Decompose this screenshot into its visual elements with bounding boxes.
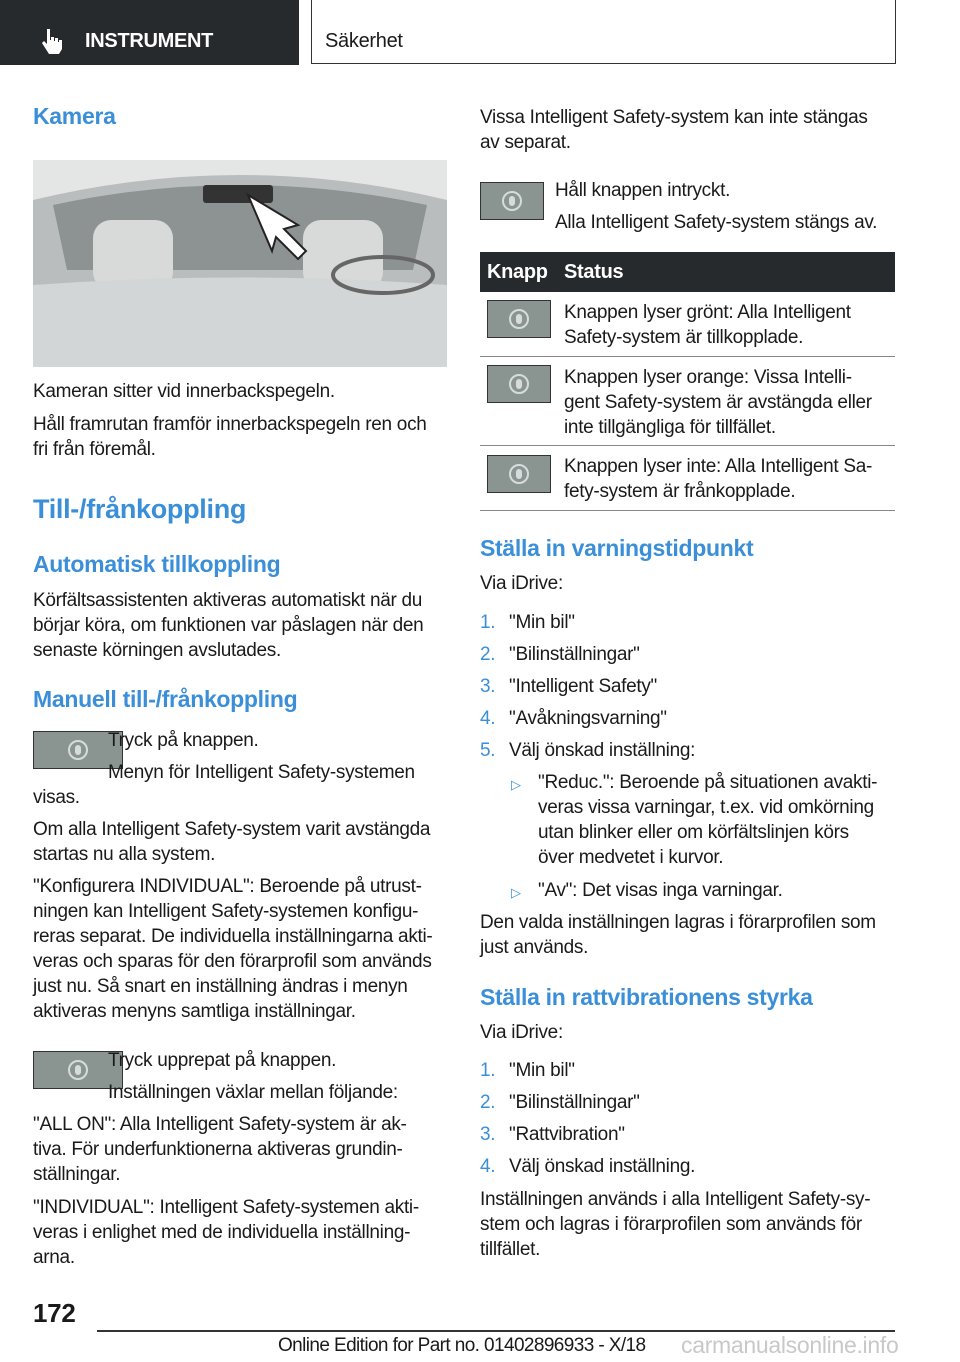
hold-text: Håll knappen intryckt. — [555, 180, 731, 201]
col-status: Status — [564, 261, 624, 283]
line: veras i enlighet med de individuella inställning- — [33, 1222, 411, 1243]
step: "Avåkningsvarning" — [509, 708, 667, 729]
line: gent Safety-system är avstängda eller — [564, 392, 872, 413]
step-number: 3. — [480, 676, 496, 697]
line: ningen kan Intelligent Safety-systemen konfigu- — [33, 901, 419, 922]
line: senaste körningen avslutades. — [33, 640, 281, 661]
auto-heading: Automatisk tillkoppling — [33, 551, 281, 577]
step-number: 2. — [480, 1092, 496, 1113]
status-table-header — [480, 252, 895, 292]
line: utan blinker eller om körfältslinjen körs — [538, 822, 849, 843]
row-divider — [480, 510, 895, 511]
warning-heading: Ställa in varningstidpunkt — [480, 535, 754, 561]
kamera-p2 — [33, 412, 448, 462]
chapter-title: INSTRUMENT — [85, 30, 214, 52]
table-row — [564, 365, 872, 440]
vibration-heading: Ställa in rattvibrationens styrka — [480, 984, 813, 1010]
line: Den valda inställningen lagras i förarprofilen som — [480, 912, 876, 933]
line: just nu. Så snart en inställning ändras i menyn — [33, 976, 408, 997]
line: "Reduc.": Beroende på situationen avakti- — [538, 772, 878, 793]
table-row — [564, 454, 872, 504]
line: reras separat. De individuella inställningarna akti- — [33, 926, 433, 947]
safety-button-icon — [480, 182, 544, 220]
kamera-p1: Kameran sitter vid innerbackspegeln. — [33, 381, 335, 402]
line: veras vissa varningar, t.ex. vid omkörning — [538, 797, 874, 818]
via-idrive: Via iDrive: — [480, 573, 563, 594]
all-on-paragraph — [33, 1112, 448, 1187]
manual-heading: Manuell till-/frånkoppling — [33, 686, 298, 712]
toggle-heading: Till-/frånkoppling — [33, 494, 247, 524]
line: Körfältsassistenten aktiveras automatiskt när du — [33, 590, 423, 611]
step: "Intelligent Safety" — [509, 676, 657, 697]
section-title: Säkerhet — [325, 30, 403, 52]
col-knapp: Knapp — [487, 261, 548, 283]
button-green-icon — [487, 300, 551, 338]
button-off-icon — [487, 455, 551, 493]
toggle-between-text: Inställningen växlar mellan följande: — [108, 1082, 398, 1103]
line: startas nu alla system. — [33, 844, 216, 865]
line: veras och sparas för den förarprofil som används — [33, 951, 432, 972]
line: Knappen lyser inte: Alla Intelligent Sa- — [564, 456, 873, 477]
line: Vissa Intelligent Safety-system kan inte stängas — [480, 107, 868, 128]
line: fri från föremål. — [33, 439, 156, 460]
hold-result-text: Alla Intelligent Safety-system stängs av. — [555, 212, 878, 233]
press-repeat-text: Tryck upprepat på knappen. — [108, 1050, 337, 1071]
warning-after — [480, 910, 900, 960]
sub-item: "Av": Det visas inga varningar. — [538, 880, 783, 901]
press-text: Tryck på knappen. — [108, 730, 259, 751]
sub-item — [538, 770, 898, 870]
vibration-after — [480, 1187, 900, 1262]
line: "INDIVIDUAL": Intelligent Safety-systemen akti- — [33, 1197, 419, 1218]
line: Inställningen används i alla Intelligent Safety-sy- — [480, 1189, 871, 1210]
all-off-paragraph — [33, 817, 448, 867]
line: Safety-system är tillkopplade. — [564, 327, 804, 348]
watermark: carmanualsonline.info — [681, 1332, 899, 1358]
line: Om alla Intelligent Safety-system varit avstängda — [33, 819, 431, 840]
intro-paragraph — [480, 105, 895, 155]
step: "Bilinställningar" — [509, 1092, 640, 1113]
line: arna. — [33, 1247, 75, 1268]
line: Knappen lyser orange: Vissa Intelli- — [564, 367, 852, 388]
table-row — [564, 300, 851, 350]
line: tillfället. — [480, 1239, 541, 1260]
row-divider — [480, 356, 895, 357]
camera-location-image — [33, 160, 447, 367]
line: över medvetet i kurvor. — [538, 847, 724, 868]
menu-text-cont: visas. — [33, 787, 80, 808]
line: tiva. För underfunktionerna aktiveras grundin- — [33, 1139, 403, 1160]
row-divider — [480, 445, 895, 446]
step: "Min bil" — [509, 612, 575, 633]
line: börjar köra, om funktionen var påslagen när den — [33, 615, 424, 636]
step-number: 5. — [480, 740, 496, 761]
line: fety-system är frånkopplade. — [564, 481, 796, 502]
step: Välj önskad inställning. — [509, 1156, 696, 1177]
page-number: 172 — [33, 1298, 76, 1328]
kamera-heading: Kamera — [33, 103, 116, 129]
step: "Bilinställningar" — [509, 644, 640, 665]
line: "ALL ON": Alla Intelligent Safety-system är ak- — [33, 1114, 407, 1135]
step: "Min bil" — [509, 1060, 575, 1081]
individual-paragraph — [33, 1195, 448, 1270]
line: av separat. — [480, 132, 571, 153]
step-number: 1. — [480, 612, 496, 633]
step-number: 3. — [480, 1124, 496, 1145]
step: "Rattvibration" — [509, 1124, 625, 1145]
edition-text: Online Edition for Part no. 01402896933 - X/18 — [278, 1335, 646, 1356]
triangle-bullet-icon: ▷ — [511, 885, 521, 900]
line: Håll framrutan framför innerbackspegeln ren och — [33, 414, 427, 435]
step-number: 4. — [480, 708, 496, 729]
triangle-bullet-icon: ▷ — [511, 777, 521, 792]
step-number: 2. — [480, 644, 496, 665]
step-number: 4. — [480, 1156, 496, 1177]
line: "Konfigurera INDIVIDUAL": Beroende på utrust- — [33, 876, 422, 897]
auto-paragraph — [33, 588, 448, 663]
step-number: 1. — [480, 1060, 496, 1081]
config-paragraph — [33, 874, 453, 1024]
menu-text: Menyn för Intelligent Safety-systemen — [108, 762, 415, 783]
line: stem och lagras i förarprofilen som används för — [480, 1214, 862, 1235]
button-orange-icon — [487, 365, 551, 403]
line: ställningar. — [33, 1164, 121, 1185]
hand-pointer-icon — [40, 27, 66, 55]
step: Välj önskad inställning: — [509, 740, 696, 761]
line: aktiveras menyns samtliga inställningar. — [33, 1001, 356, 1022]
line: just används. — [480, 937, 589, 958]
line: Knappen lyser grönt: Alla Intelligent — [564, 302, 851, 323]
via-idrive: Via iDrive: — [480, 1022, 563, 1043]
line: inte tillgängliga för tillfället. — [564, 417, 776, 438]
